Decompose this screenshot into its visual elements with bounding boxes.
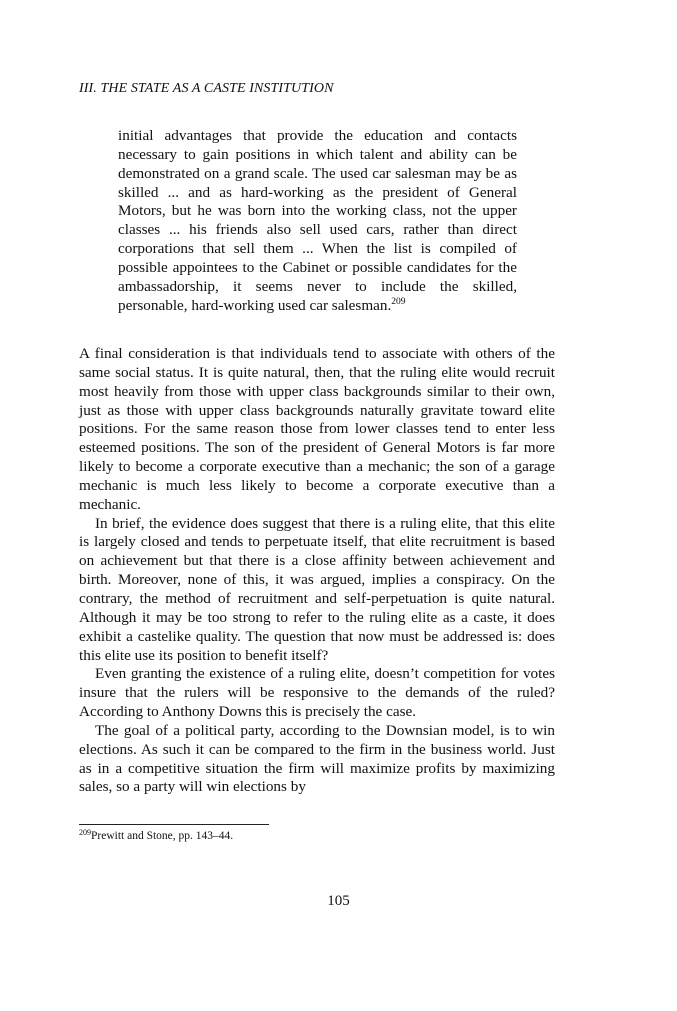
block-quote [118, 127, 517, 315]
footnote [79, 829, 233, 843]
paragraph: Even granting the existence of a ruling elite, doesn’t competition for votes insure that the rulers will be responsive to the demands of the ruled? According to Anthony Downs this is precisely the case. [79, 665, 555, 721]
footnote-number: 209 [79, 828, 91, 837]
footnote-text: Prewitt and Stone, pp. 143–44. [91, 830, 234, 842]
page-number: 105 [327, 893, 350, 909]
block-quote-text: initial advantages that provide the education and contacts necessary to gain positions in which talent and ability can be demonstrated on a grand scale. The used car salesman may be as skilled ... and as hard-working as the president of General Motors, but he was born into the working class, not the upper classes ... his friends also sell used cars, rather than direct corporations that sell them ... When the list is compiled of possible appointees to the Cabinet or possible candidates for the ambassadorship, it seems never to include the skilled, personable, hard-working used car salesman. [118, 127, 517, 314]
paragraph: In brief, the evidence does suggest that there is a ruling elite, that this elite is largely closed and tends to perpetuate itself, that elite recruitment is based on achievement but that there is a close affinity between achievement and birth. Moreover, none of this, it was argued, implies a conspiracy. On the contrary, the method of recruitment and self-perpetuation is quite natural. Although it may be too strong to refer to the ruling elite as a caste, it does exhibit a castelike quality. The question that now must be addressed is: does this elite use its position to benefit itself? [79, 514, 555, 664]
body-text [79, 345, 555, 797]
paragraph: A final consideration is that individuals tend to associate with others of the same social status. It is quite natural, then, that the ruling elite would recruit most heavily from those with upper class backgrounds similar to their own, just as those with upper class backgrounds naturally gravitate toward elite positions. For the same reason those from lower classes tend to enter less esteemed positions. The son of the president of General Motors is far more likely to become a corporate executive than a mechanic; the son of a garage mechanic is much less likely to become a corporate executive than a mechanic. [79, 345, 555, 513]
running-head: III. THE STATE AS A CASTE INSTITUTION [79, 81, 334, 96]
paragraph: The goal of a political party, according to the Downsian model, is to win elections. As such it can be compared to the firm in the business world. Just as in a competitive situation the firm will maximize profits by maximizing sales, so a party will win elections by [79, 721, 555, 796]
footnote-rule [79, 824, 269, 825]
footnote-reference: 209 [391, 296, 406, 307]
